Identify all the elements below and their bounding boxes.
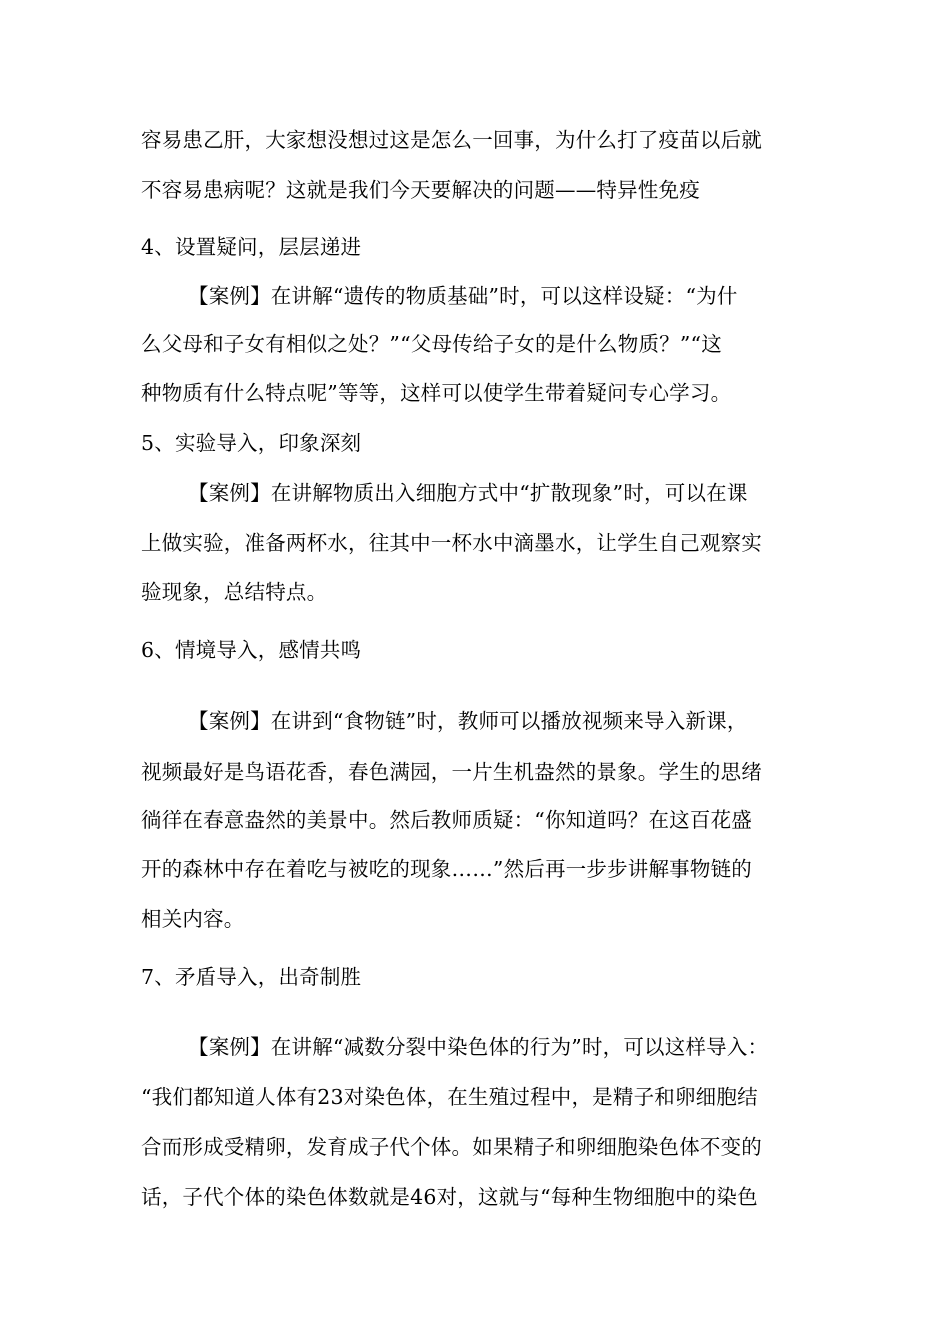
section-heading-6: 6、情境导入，感情共鸣 bbox=[141, 638, 362, 662]
paragraph-line: 种物质有什么特点呢”等等，这样可以使学生带着疑问专心学习。 bbox=[141, 381, 732, 405]
section-heading-5: 5、实验导入，印象深刻 bbox=[141, 431, 362, 455]
paragraph-line: 话，子代个体的染色体数就是46对，这就与“每种生物细胞中的染色 bbox=[141, 1185, 758, 1209]
paragraph-line: 视频最好是鸟语花香，春色满园，一片生机盎然的景象。学生的思绪 bbox=[141, 760, 762, 784]
paragraph-line: 【案例】在讲解“减数分裂中染色体的行为”时，可以这样导入： bbox=[188, 1035, 769, 1059]
paragraph-line: 【案例】在讲到“食物链”时，教师可以播放视频来导入新课， bbox=[188, 709, 748, 733]
paragraph-line: 么父母和子女有相似之处？”“父母传给子女的是什么物质？”“这 bbox=[141, 332, 722, 356]
paragraph-line: 验现象，总结特点。 bbox=[141, 580, 328, 604]
paragraph-line: 合而形成受精卵，发育成子代个体。如果精子和卵细胞染色体不变的 bbox=[141, 1135, 762, 1159]
paragraph-line: 不容易患病呢？这就是我们今天要解决的问题——特异性免疫 bbox=[141, 178, 700, 202]
paragraph-line: 【案例】在讲解物质出入细胞方式中“扩散现象”时，可以在课 bbox=[188, 481, 748, 505]
paragraph-line: 相关内容。 bbox=[141, 907, 245, 931]
paragraph-line: 徜徉在春意盎然的美景中。然后教师质疑：“你知道吗？在这百花盛 bbox=[141, 808, 752, 832]
section-heading-4: 4、设置疑问，层层递进 bbox=[141, 235, 362, 259]
paragraph-line: “我们都知道人体有23对染色体，在生殖过程中，是精子和卵细胞结 bbox=[141, 1085, 758, 1109]
paragraph-line: 【案例】在讲解“遗传的物质基础”时，可以这样设疑：“为什 bbox=[188, 284, 738, 308]
paragraph-line: 上做实验，准备两杯水，往其中一杯水中滴墨水，让学生自己观察实 bbox=[141, 531, 762, 555]
paragraph-line: 开的森林中存在着吃与被吃的现象……”然后再一步步讲解事物链的 bbox=[141, 857, 752, 881]
section-heading-7: 7、矛盾导入，出奇制胜 bbox=[141, 965, 362, 989]
paragraph-line: 容易患乙肝，大家想没想过这是怎么一回事，为什么打了疫苗以后就 bbox=[141, 128, 762, 152]
